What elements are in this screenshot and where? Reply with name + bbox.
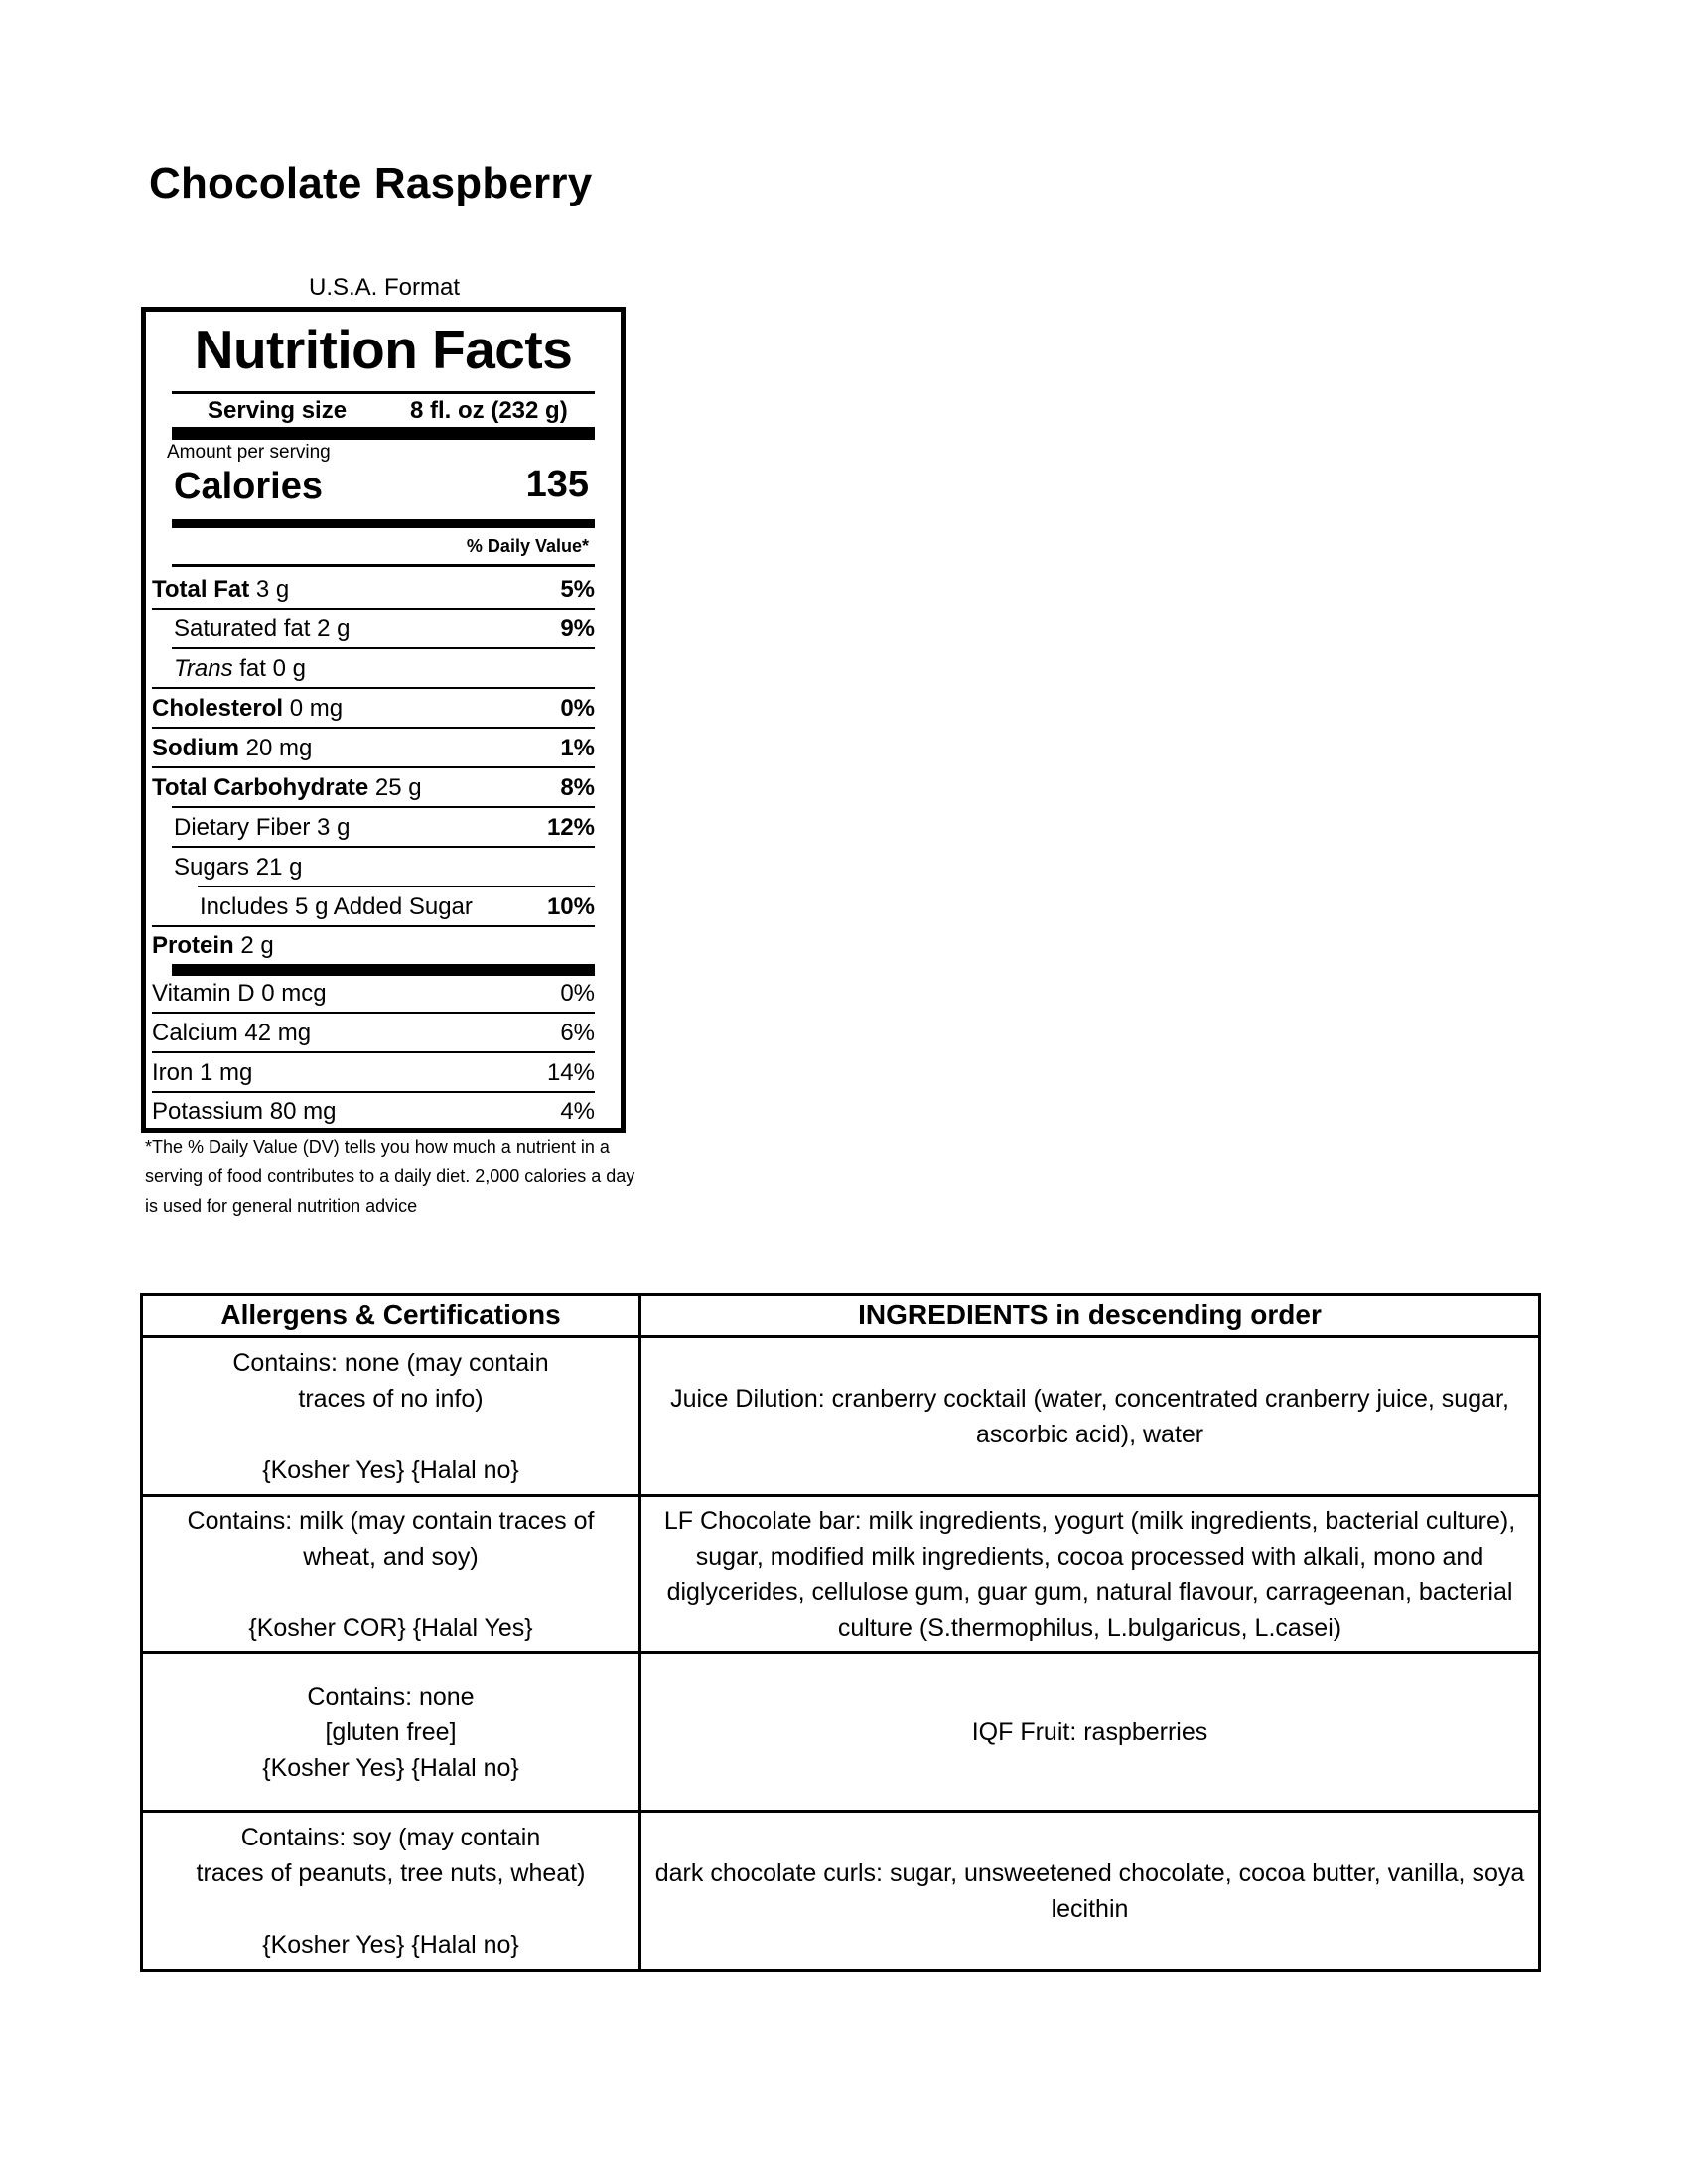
ingredient-cell: dark chocolate curls: sugar, unsweetened chocolate, cocoa butter, vanilla, soya lecithin — [640, 1812, 1540, 1971]
vitamin-dv: 4% — [560, 1098, 595, 1125]
divider-thick — [172, 427, 595, 440]
nutrient-dv: 9% — [560, 615, 595, 642]
allergen-cell: Contains: none [gluten free] {Kosher Yes} {Halal no} — [142, 1653, 640, 1812]
vitamin-name: Potassium — [152, 1098, 264, 1125]
nutrient-name: Saturated fat — [174, 615, 311, 642]
divider — [152, 1012, 595, 1014]
ingredient-cell: LF Chocolate bar: milk ingredients, yogurt (milk ingredients, bacterial culture), sugar, modified milk ingredients, cocoa processed with alkali, mono and diglycerides, cellulose gum, guar gum, natural flavour, carrageenan, bacterial culture (S.thermophilus, L.bulgaricus, L.casei) — [640, 1496, 1540, 1653]
nutrient-name: Cholesterol — [152, 695, 284, 722]
nutrient-name: Sugars — [174, 854, 250, 881]
nutrient-row-trans-fat — [152, 650, 595, 688]
divider — [172, 647, 595, 649]
divider — [172, 564, 595, 567]
nutrient-name: Dietary Fiber — [174, 814, 311, 841]
nutrient-row-cholesterol — [152, 690, 595, 728]
nutrient-amount: 20 mg — [245, 735, 313, 761]
nutrient-name: Protein — [152, 932, 234, 959]
calories-value: 135 — [525, 464, 589, 505]
vitamin-amount: 42 mg — [244, 1020, 312, 1046]
nutrient-dv: 1% — [560, 735, 595, 761]
divider — [152, 687, 595, 689]
nutrient-amount: 21 g — [255, 854, 303, 881]
header-ingredients: INGREDIENTS in descending order — [640, 1295, 1540, 1337]
vitamin-row-calcium — [152, 1015, 595, 1052]
vitamin-name: Iron — [152, 1059, 194, 1086]
vitamin-amount: 1 mg — [200, 1059, 253, 1086]
nutrient-row-sodium — [152, 730, 595, 767]
nutrient-name: Trans — [174, 655, 233, 682]
vitamin-name: Calcium — [152, 1020, 238, 1046]
nutrition-facts-heading: Nutrition Facts — [194, 319, 573, 380]
divider — [152, 727, 595, 729]
vitamin-row-vitamin-d — [152, 975, 595, 1013]
table-row — [142, 1653, 1540, 1812]
nutrient-amount: 25 g — [374, 774, 422, 801]
divider-thick — [172, 519, 595, 528]
nutrient-dv: 0% — [560, 695, 595, 722]
nutrition-facts-label — [141, 307, 626, 1133]
divider — [198, 886, 595, 887]
nutrient-amount: 2 g — [317, 615, 351, 642]
table-row — [142, 1337, 1540, 1496]
nutrient-name: Includes 5 g Added Sugar — [200, 893, 473, 920]
header-allergens: Allergens & Certifications — [142, 1295, 640, 1337]
nutrient-dv: 10% — [546, 893, 595, 920]
nutrient-dv: 5% — [560, 576, 595, 603]
nutrient-amount: 0 mg — [289, 695, 344, 722]
nutrient-amount: 3 g — [255, 576, 290, 603]
divider — [172, 846, 595, 848]
serving-size-value: 8 fl. oz (232 g) — [410, 397, 568, 424]
nutrient-amount: 3 g — [317, 814, 351, 841]
allergen-cell: Contains: milk (may contain traces of wheat, and soy) {Kosher COR} {Halal Yes} — [142, 1496, 640, 1653]
table-row — [142, 1812, 1540, 1971]
daily-value-header: % Daily Value* — [466, 536, 589, 556]
vitamin-row-potassium — [152, 1093, 595, 1131]
nutrient-amount: fat 0 g — [239, 655, 306, 682]
vitamin-row-iron — [152, 1054, 595, 1092]
allergen-cell: Contains: none (may contain traces of no info) {Kosher Yes} {Halal no} — [142, 1337, 640, 1496]
nutrient-dv: 12% — [546, 814, 595, 841]
vitamin-dv: 0% — [560, 980, 595, 1007]
nutrient-row-saturated-fat — [152, 611, 595, 648]
nutrient-name: Total Fat — [152, 576, 250, 603]
format-label: U.S.A. Format — [308, 274, 461, 301]
nutrient-row-sugars — [152, 849, 595, 887]
nutrient-name: Total Carbohydrate — [152, 774, 369, 801]
vitamin-dv: 6% — [560, 1020, 595, 1046]
table-row — [142, 1496, 1540, 1653]
divider — [172, 391, 595, 394]
nutrient-row-total-fat — [152, 571, 595, 609]
ingredient-cell: Juice Dilution: cranberry cocktail (water, concentrated cranberry juice, sugar, ascorbic acid), water — [640, 1337, 1540, 1496]
divider — [152, 608, 595, 610]
daily-value-footnote: *The % Daily Value (DV) tells you how much a nutrient in a serving of food contributes to a daily diet. 2,000 calories a day is used for general nutrition advice — [145, 1137, 635, 1216]
table-header-row — [142, 1295, 1540, 1337]
nutrient-amount: 2 g — [240, 932, 274, 959]
calories-label: Calories — [174, 466, 323, 507]
divider — [152, 1051, 595, 1053]
ingredients-table — [140, 1293, 1541, 1972]
divider — [172, 806, 595, 808]
divider — [152, 766, 595, 768]
allergen-cell: Contains: soy (may contain traces of peanuts, tree nuts, wheat) {Kosher Yes} {Halal no} — [142, 1812, 640, 1971]
nutrient-row-added-sugar — [152, 888, 595, 926]
nutrient-row-protein — [152, 927, 595, 965]
vitamin-name: Vitamin D — [152, 980, 255, 1007]
nutrient-row-dietary-fiber — [152, 809, 595, 847]
amount-per-serving: Amount per serving — [167, 442, 331, 463]
product-title: Chocolate Raspberry — [149, 159, 593, 207]
nutrient-row-total-carbohydrate — [152, 769, 595, 807]
vitamin-amount: 80 mg — [269, 1098, 337, 1125]
ingredient-cell: IQF Fruit: raspberries — [640, 1653, 1540, 1812]
vitamin-dv: 14% — [546, 1059, 595, 1086]
serving-size-label: Serving size — [208, 397, 348, 424]
vitamin-amount: 0 mcg — [261, 980, 327, 1007]
nutrient-name: Sodium — [152, 735, 239, 761]
nutrient-dv: 8% — [560, 774, 595, 801]
